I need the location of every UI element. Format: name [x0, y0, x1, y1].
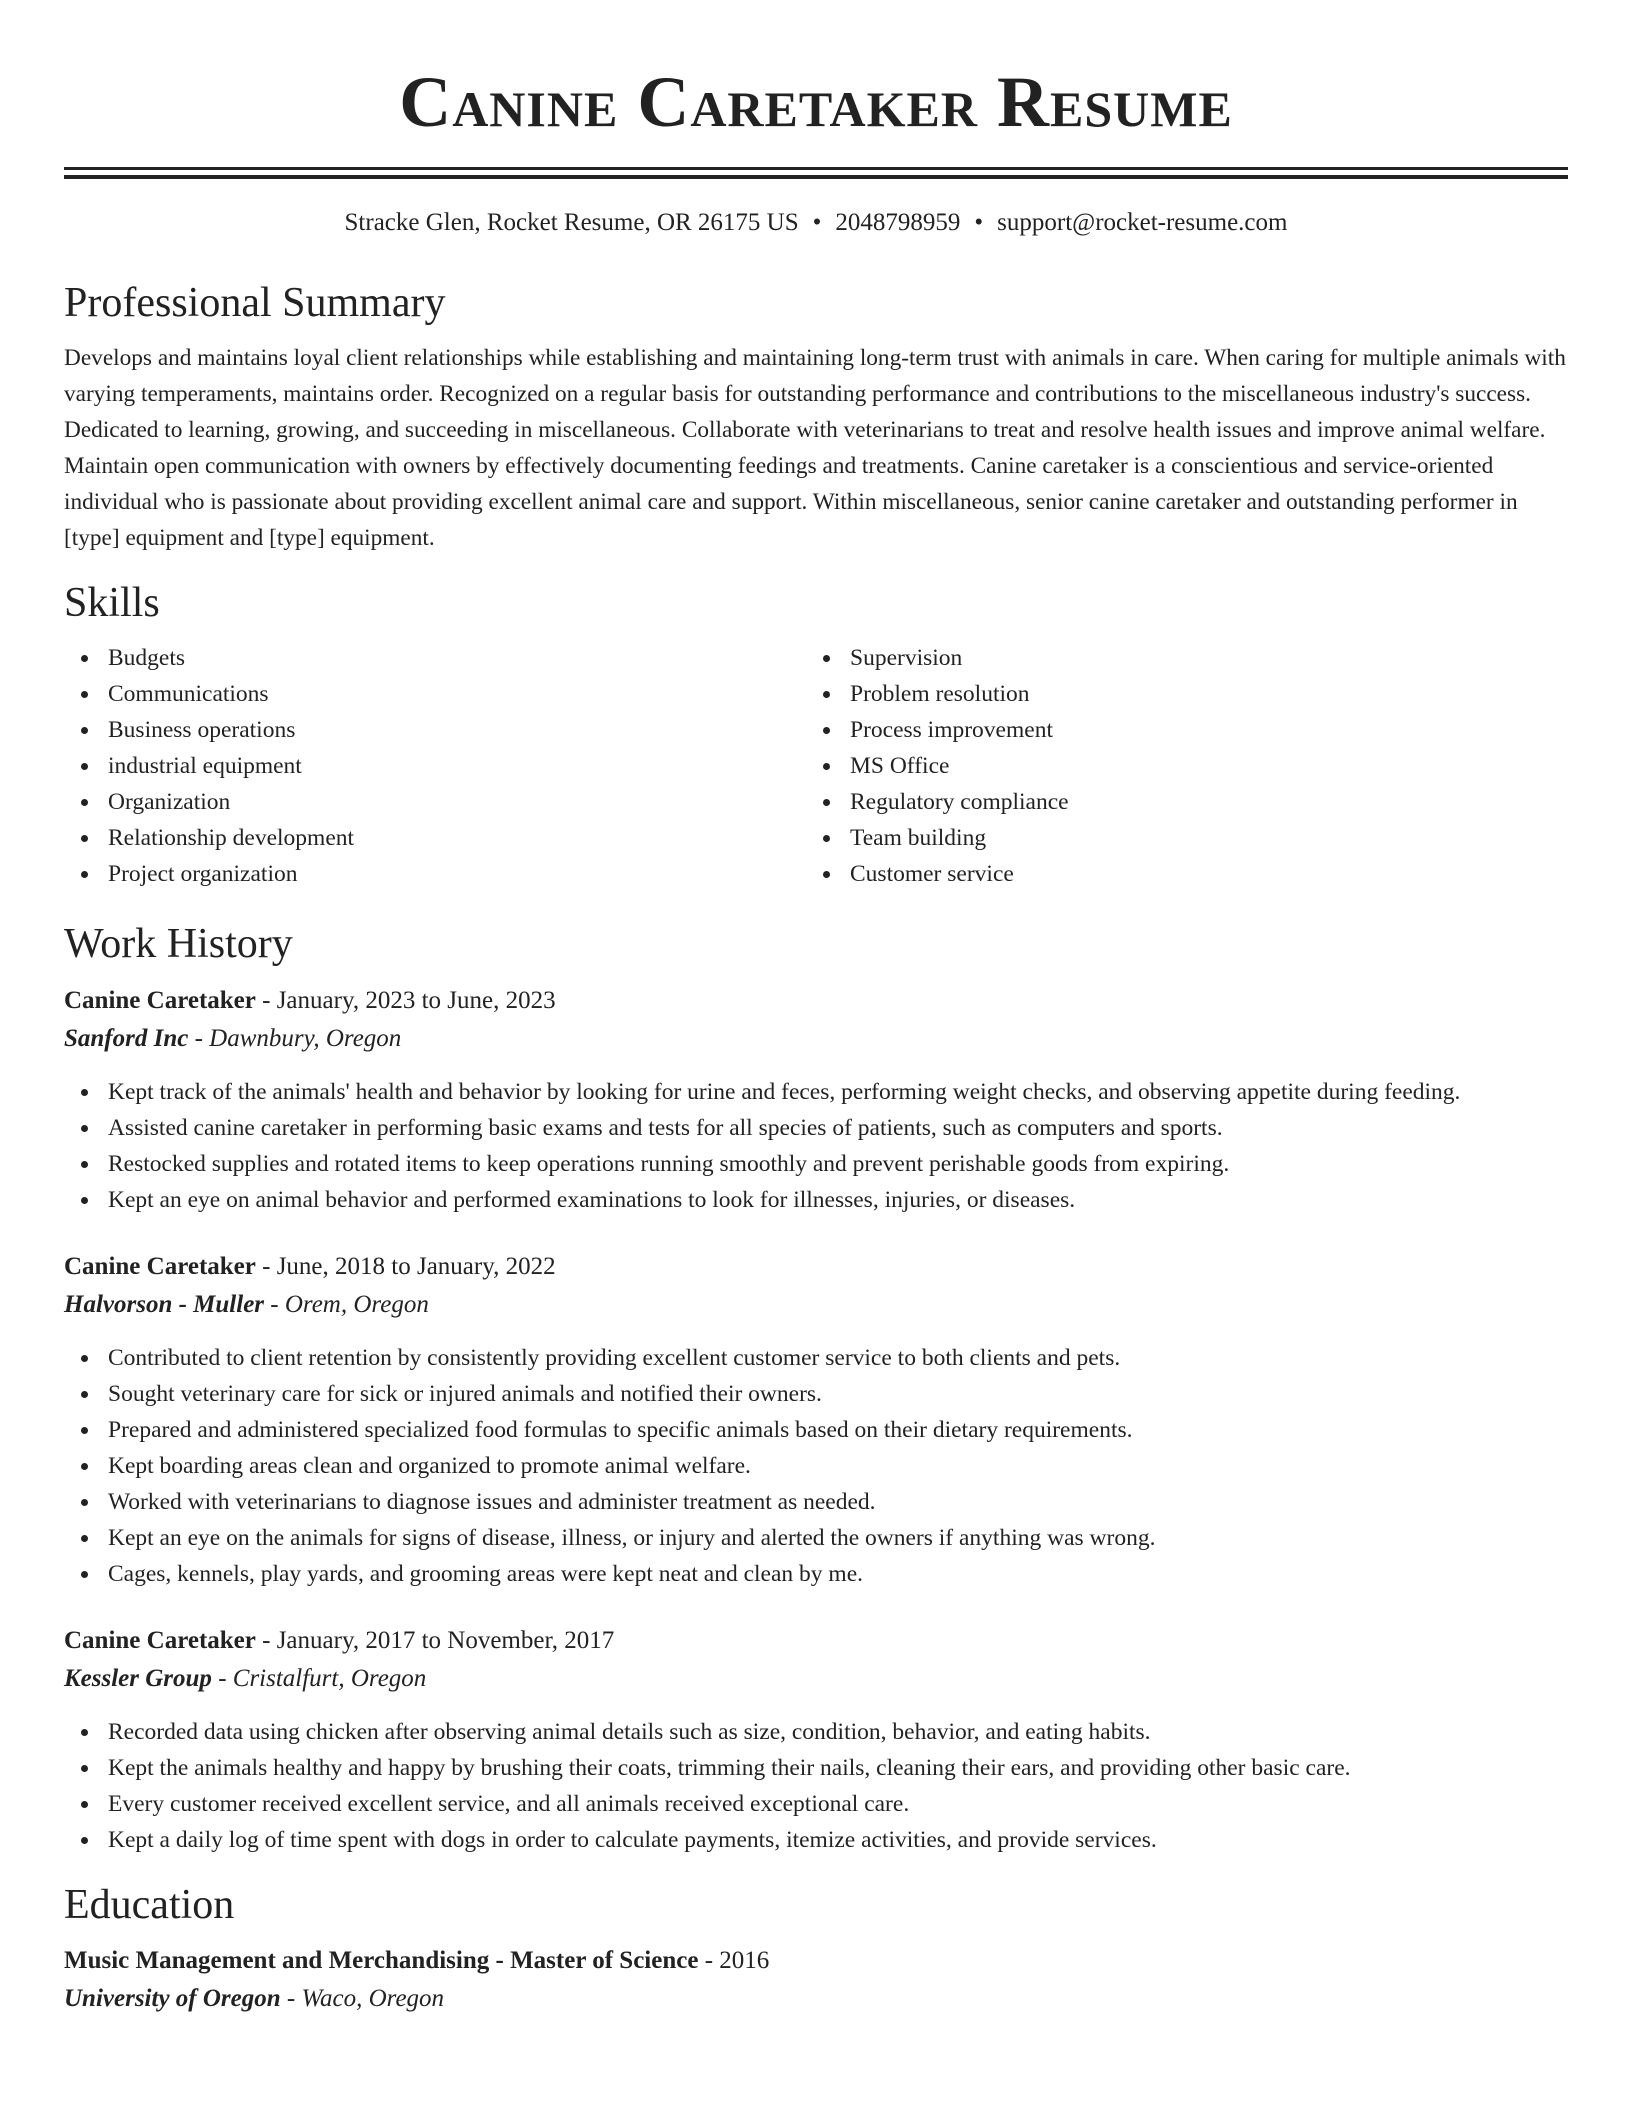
- bullet-icon: [823, 835, 830, 842]
- title-rule-bottom: [64, 175, 1568, 179]
- company-line: [64, 1020, 1568, 1058]
- skill-item: Supervision: [806, 640, 1548, 676]
- company-name: Kessler Group: [64, 1665, 212, 1692]
- degree-line: [64, 1942, 1568, 1980]
- job-bullet: Prepared and administered specialized food formulas to specific animals based on their dietary requirements.: [64, 1412, 1568, 1448]
- bullet-icon: [81, 727, 88, 734]
- bullet-icon: [81, 763, 88, 770]
- skill-item: MS Office: [806, 748, 1548, 784]
- bullet-icon: [81, 1355, 88, 1362]
- bullet-icon: [81, 1391, 88, 1398]
- resume-title: Canine Caretaker Resume: [399, 62, 1233, 142]
- bullet-icon: [81, 1089, 88, 1096]
- bullet-icon: [81, 1837, 88, 1844]
- company-name: Halvorson - Muller: [64, 1291, 265, 1318]
- degree-name: Music Management and Merchandising - Master of Science: [64, 1947, 699, 1974]
- job-bullets: [64, 1074, 1568, 1218]
- contact-separator: •: [812, 209, 822, 236]
- company-name: Sanford Inc: [64, 1025, 189, 1052]
- job-entry: [64, 1622, 1568, 1858]
- job-title-line: [64, 1622, 1568, 1660]
- degree-year: - 2016: [698, 1947, 770, 1974]
- bullet-icon: [823, 655, 830, 662]
- company-line: [64, 1660, 1568, 1698]
- contact-phone: 2048798959: [835, 209, 961, 236]
- summary-text: Develops and maintains loyal client relationships while establishing and maintaining long-term trust with animals in care. When caring for multiple animals with varying temperaments, maintains order. Recognized on a regular basis for outstanding performance and contributions to the miscellaneous industry's success. Dedicated to learning, growing, and succeeding in miscellaneous. Collaborate with veterinarians to treat and resolve health issues and improve animal welfare. Maintain open communication with owners by effectively documenting feedings and treatments. Canine caretaker is a conscientious and service-oriented individual who is passionate about providing excellent animal care and support. Within miscellaneous, senior canine caretaker and outstanding performer in [type] equipment and [type] equipment.: [64, 345, 1566, 551]
- contact-address: Stracke Glen, Rocket Resume, OR 26175 US: [344, 209, 799, 236]
- job-bullet: Contributed to client retention by consistently providing excellent customer service to both clients and pets.: [64, 1340, 1568, 1376]
- skill-item: Budgets: [64, 640, 806, 676]
- summary-heading: Professional Summary: [64, 280, 446, 326]
- skill-item: Relationship development: [64, 820, 806, 856]
- job-title-line: [64, 982, 1568, 1020]
- bullet-icon: [81, 1427, 88, 1434]
- education-entry: [64, 1942, 1568, 2018]
- company-location: - Orem, Oregon: [264, 1291, 429, 1318]
- bullet-icon: [823, 871, 830, 878]
- job-bullet: Kept the animals healthy and happy by brushing their coats, trimming their nails, cleaning their ears, and providing other basic care.: [64, 1750, 1568, 1786]
- job-bullet: Restocked supplies and rotated items to keep operations running smoothly and prevent perishable goods from expiring.: [64, 1146, 1568, 1182]
- resume-page: [64, 0, 1568, 2018]
- job-bullet: Kept track of the animals' health and behavior by looking for urine and feces, performing weight checks, and observing appetite during feeding.: [64, 1074, 1568, 1110]
- contact-line: [64, 208, 1568, 238]
- bullet-icon: [81, 1571, 88, 1578]
- skills-column-right: [806, 640, 1548, 892]
- company-line: [64, 1286, 1568, 1324]
- work-history-heading: Work History: [64, 921, 293, 967]
- skill-item: Team building: [806, 820, 1548, 856]
- job-title: Canine Caretaker: [64, 1627, 256, 1654]
- job-dates: - June, 2018 to January, 2022: [255, 1253, 556, 1280]
- job-bullet: Kept boarding areas clean and organized to promote animal welfare.: [64, 1448, 1568, 1484]
- skill-item: Process improvement: [806, 712, 1548, 748]
- job-title: Canine Caretaker: [64, 1253, 256, 1280]
- job-dates: - January, 2023 to June, 2023: [255, 987, 556, 1014]
- job-bullet: Sought veterinary care for sick or injured animals and notified their owners.: [64, 1376, 1568, 1412]
- bullet-icon: [81, 1729, 88, 1736]
- bullet-icon: [81, 691, 88, 698]
- skill-item: Problem resolution: [806, 676, 1548, 712]
- bullet-icon: [81, 655, 88, 662]
- bullet-icon: [823, 763, 830, 770]
- skill-item: industrial equipment: [64, 748, 806, 784]
- skill-item: Project organization: [64, 856, 806, 892]
- job-bullet: Kept a daily log of time spent with dogs in order to calculate payments, itemize activities, and provide services.: [64, 1822, 1568, 1858]
- job-bullet: Kept an eye on animal behavior and performed examinations to look for illnesses, injuries, or diseases.: [64, 1182, 1568, 1218]
- skill-item: Organization: [64, 784, 806, 820]
- title-rule-top: [64, 167, 1568, 170]
- contact-email: support@rocket-resume.com: [997, 209, 1288, 236]
- bullet-icon: [823, 727, 830, 734]
- bullet-icon: [81, 1197, 88, 1204]
- job-entry: [64, 982, 1568, 1218]
- job-bullet: Every customer received excellent service, and all animals received exceptional care.: [64, 1786, 1568, 1822]
- school-line: [64, 1980, 1568, 2018]
- job-bullet: Kept an eye on the animals for signs of disease, illness, or injury and alerted the owners if anything was wrong.: [64, 1520, 1568, 1556]
- bullet-icon: [81, 1161, 88, 1168]
- job-bullet: Recorded data using chicken after observing animal details such as size, condition, behavior, and eating habits.: [64, 1714, 1568, 1750]
- job-dates: - January, 2017 to November, 2017: [255, 1627, 615, 1654]
- job-title: Canine Caretaker: [64, 987, 256, 1014]
- skills-list: [64, 640, 1568, 892]
- job-bullet: Cages, kennels, play yards, and grooming areas were kept neat and clean by me.: [64, 1556, 1568, 1592]
- skill-item: Business operations: [64, 712, 806, 748]
- skill-item: Customer service: [806, 856, 1548, 892]
- school-location: - Waco, Oregon: [280, 1985, 445, 2012]
- skill-item: Communications: [64, 676, 806, 712]
- company-location: - Dawnbury, Oregon: [188, 1025, 402, 1052]
- job-bullets: [64, 1714, 1568, 1858]
- contact-separator: •: [974, 209, 984, 236]
- skill-item: Regulatory compliance: [806, 784, 1548, 820]
- bullet-icon: [81, 1535, 88, 1542]
- job-bullets: [64, 1340, 1568, 1592]
- bullet-icon: [823, 799, 830, 806]
- job-entry: [64, 1248, 1568, 1592]
- bullet-icon: [81, 1499, 88, 1506]
- bullet-icon: [81, 1801, 88, 1808]
- bullet-icon: [81, 835, 88, 842]
- bullet-icon: [81, 871, 88, 878]
- bullet-icon: [81, 1463, 88, 1470]
- job-bullet: Assisted canine caretaker in performing basic exams and tests for all species of patients, such as computers and sports.: [64, 1110, 1568, 1146]
- school-name: University of Oregon: [64, 1985, 281, 2012]
- skills-column-left: [64, 640, 806, 892]
- bullet-icon: [823, 691, 830, 698]
- bullet-icon: [81, 1765, 88, 1772]
- education-heading: Education: [64, 1882, 235, 1928]
- company-location: - Cristalfurt, Oregon: [211, 1665, 427, 1692]
- job-title-line: [64, 1248, 1568, 1286]
- skills-heading: Skills: [64, 580, 160, 626]
- bullet-icon: [81, 799, 88, 806]
- job-bullet: Worked with veterinarians to diagnose issues and administer treatment as needed.: [64, 1484, 1568, 1520]
- bullet-icon: [81, 1125, 88, 1132]
